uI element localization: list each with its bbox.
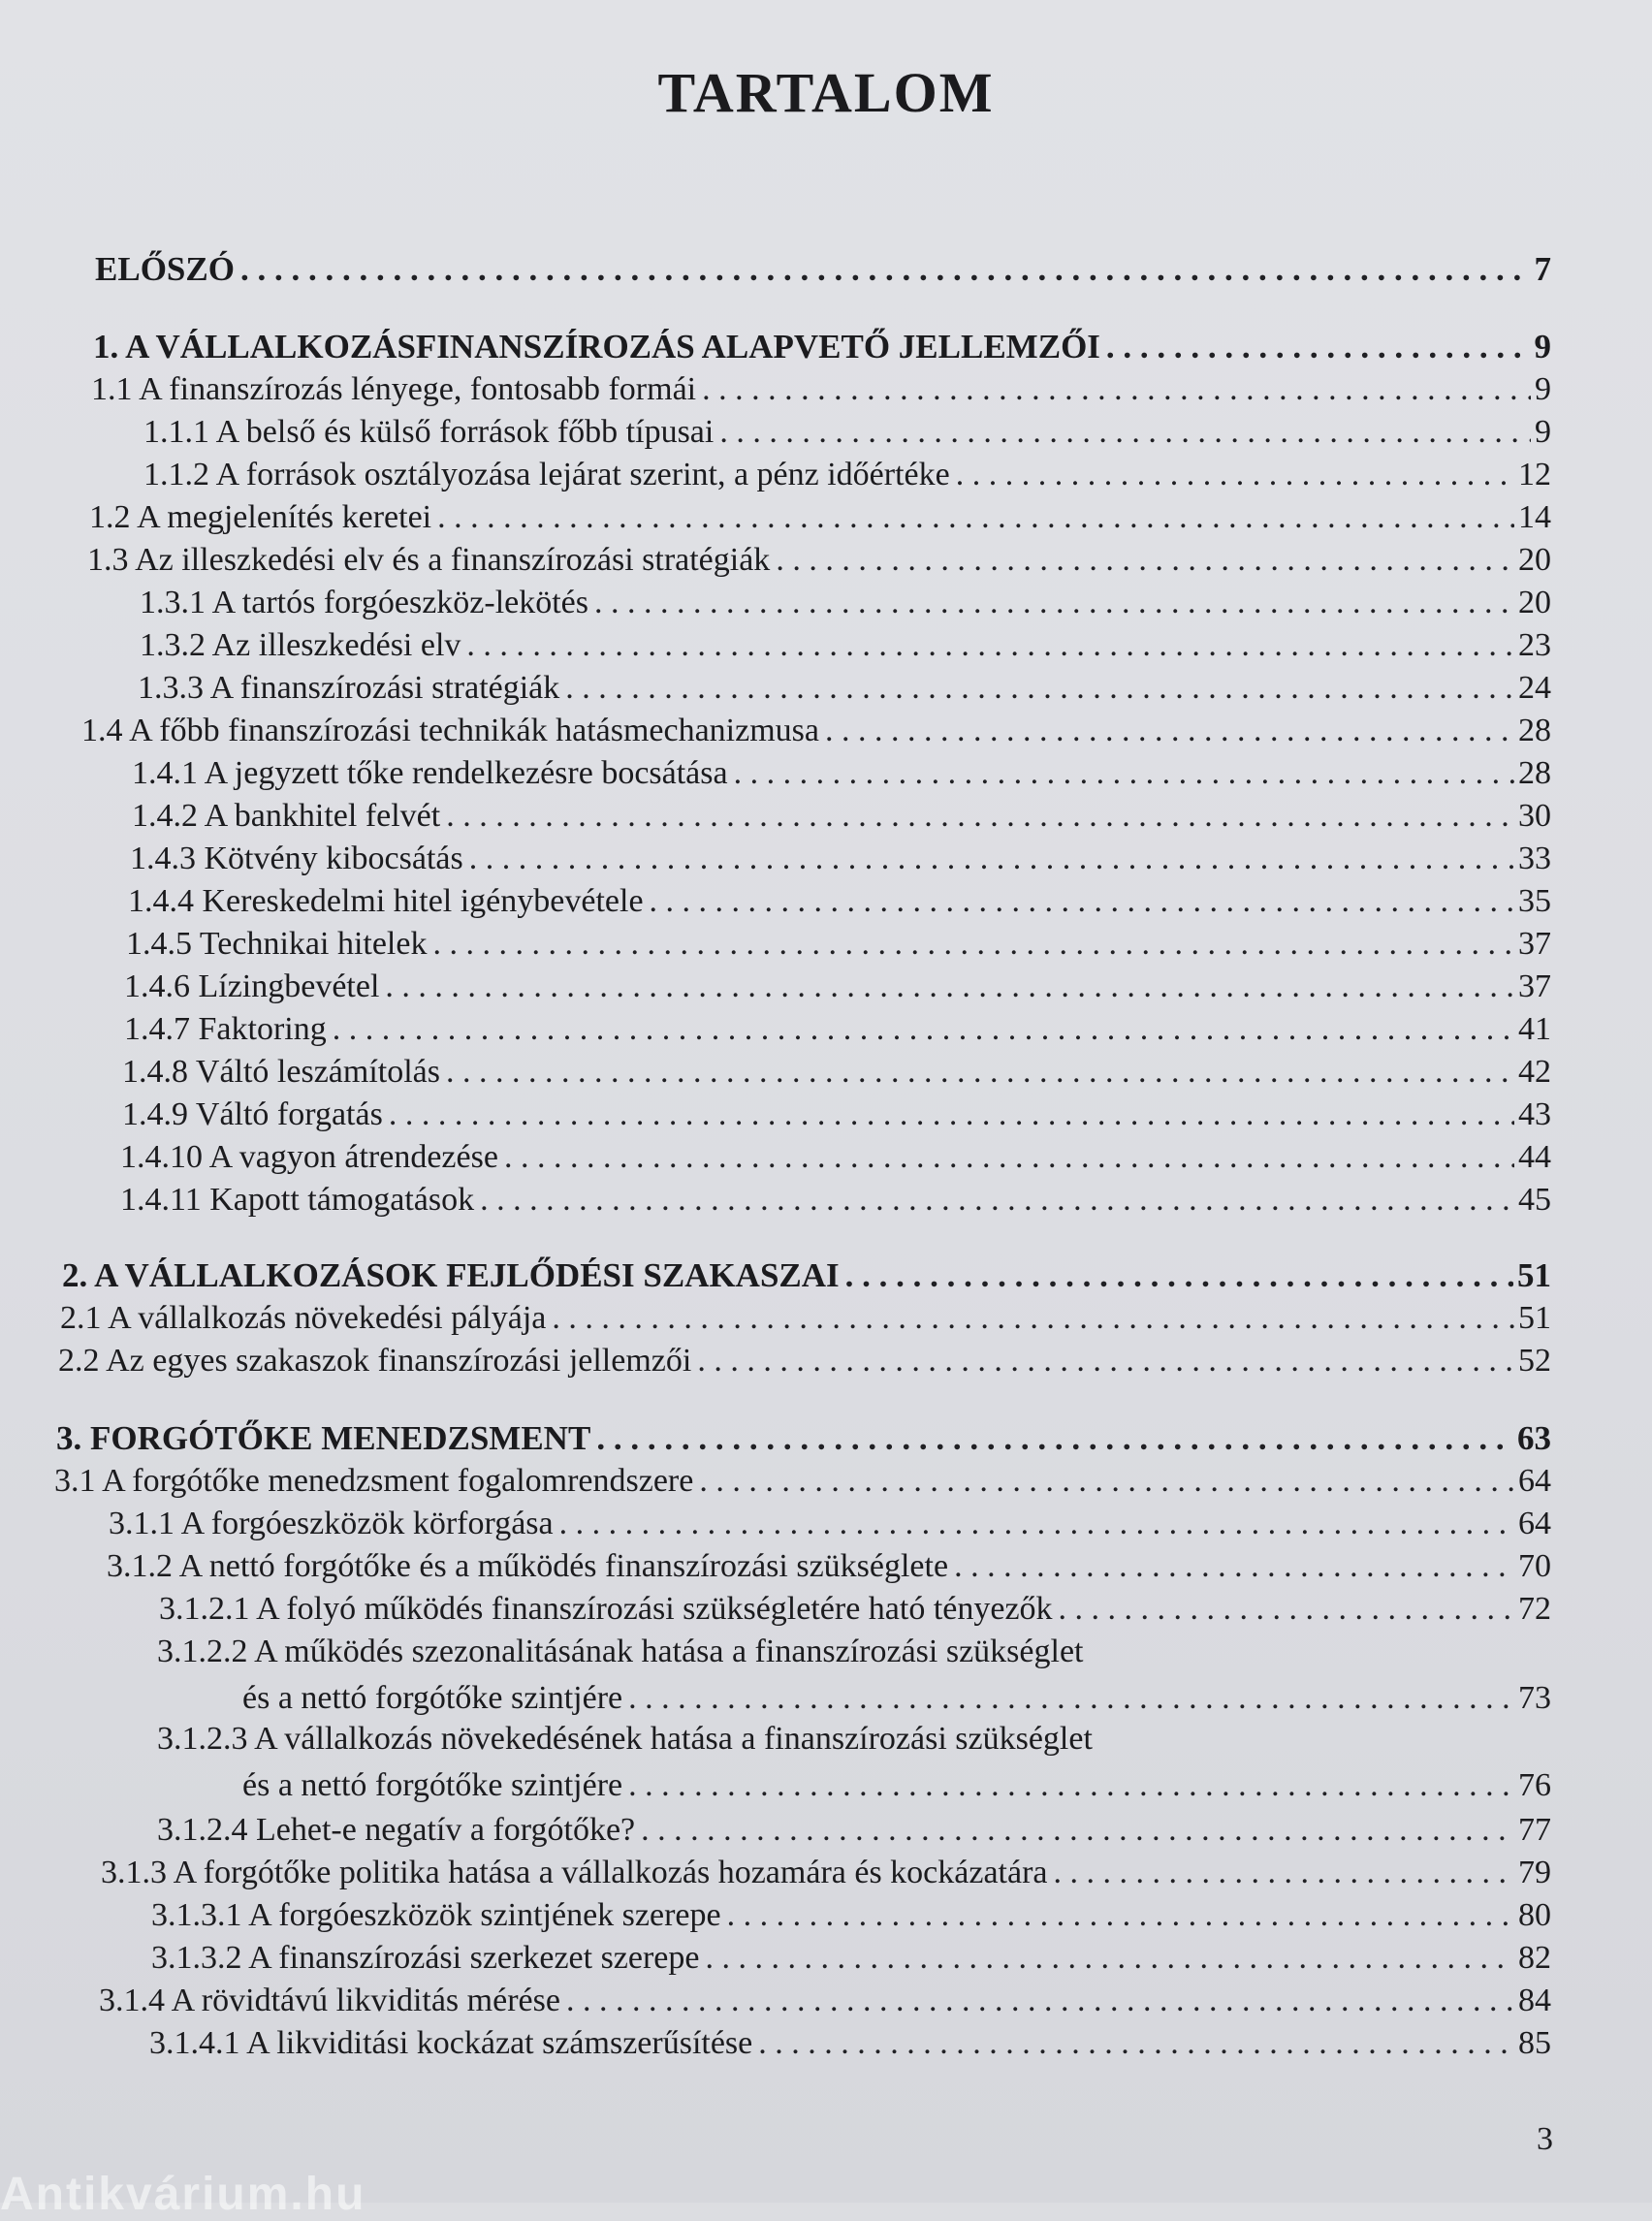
toc-label: 2. A VÁLLALKOZÁSOK FEJLŐDÉSI SZAKASZAI: [62, 1256, 840, 1294]
toc-leader: [697, 1342, 1514, 1380]
toc-label: ELŐSZÓ: [95, 250, 235, 288]
toc-page: 64: [1518, 1463, 1551, 1499]
toc-page: 20: [1518, 542, 1551, 578]
toc-leader: [1106, 328, 1531, 366]
toc-page: 52: [1518, 1343, 1551, 1379]
toc-entry: [143, 452, 1551, 494]
toc-entry: [124, 1006, 1551, 1049]
toc-leader: [734, 754, 1514, 793]
toc-label: 1.3.3 A finanszírozási stratégiák: [138, 670, 560, 706]
toc-label: és a nettó forgótőke szintjére: [242, 1680, 623, 1716]
toc-page: 9: [1535, 371, 1551, 407]
toc-entry: [107, 1543, 1551, 1586]
toc-page: 37: [1518, 968, 1551, 1004]
toc-entry: [132, 750, 1551, 793]
toc-label: 1.4.7 Faktoring: [124, 1011, 327, 1047]
toc-label: 3.1.1 A forgóeszközök körforgása: [109, 1506, 554, 1541]
toc-page: 14: [1518, 499, 1551, 535]
toc-label: 1.1 A finanszírozás lényege, fontosabb formái: [91, 371, 697, 407]
toc-label: 3.1.3.2 A finanszírozási szerkezet szerepe: [151, 1940, 700, 1976]
toc-label: 1.4.2 A bankhitel felvét: [132, 798, 441, 834]
toc-label: 1.4 A főbb finanszírozási technikák hatásmechanizmusa: [81, 713, 819, 748]
toc-entry: [128, 878, 1551, 921]
toc-label: 2.1 A vállalkozás növekedési pályája: [60, 1300, 547, 1336]
toc-label: 3. FORGÓTŐKE MENEDZSMENT: [56, 1419, 591, 1457]
toc-leader: [1059, 1590, 1514, 1629]
toc-label: 1.4.8 Váltó leszámítolás: [122, 1054, 440, 1090]
toc-label: 3.1.2.1 A folyó működés finanszírozási szükségletére ható tényezők: [159, 1591, 1053, 1627]
toc-leader: [727, 1896, 1514, 1935]
toc-label: 2.2 Az egyes szakaszok finanszírozási jellemzői: [58, 1343, 692, 1379]
toc-entry-chapter-1: [93, 324, 1551, 366]
toc-page: 23: [1518, 627, 1551, 663]
toc-page: 80: [1518, 1897, 1551, 1933]
toc-label: 1.4.9 Váltó forgatás: [122, 1096, 383, 1132]
toc-page: 85: [1518, 2025, 1551, 2061]
toc-label: 1.4.10 A vagyon átrendezése: [120, 1139, 498, 1175]
toc-entry: [58, 1338, 1551, 1380]
toc-entry: [54, 1458, 1551, 1501]
toc-page: 76: [1518, 1767, 1551, 1803]
toc-label: 1. A VÁLLALKOZÁSFINANSZÍROZÁS ALAPVETŐ JELLEMZŐI: [93, 328, 1100, 365]
toc-leader: [650, 882, 1514, 921]
toc-entry: [242, 1675, 1551, 1718]
toc-entry: [120, 1134, 1551, 1177]
toc-page: 9: [1535, 414, 1551, 450]
toc-label: 1.4.5 Technikai hitelek: [126, 926, 428, 962]
toc-page: 70: [1518, 1548, 1551, 1584]
toc-page: 37: [1518, 926, 1551, 962]
toc-page: 64: [1518, 1506, 1551, 1541]
toc-page: 41: [1518, 1011, 1551, 1047]
toc-entry: [140, 580, 1551, 622]
toc-entry: [81, 708, 1551, 750]
toc-entry: [101, 1850, 1551, 1892]
toc-label: 3.1.3 A forgótőke politika hatása a vállalkozás hozamára és kockázatára: [101, 1855, 1048, 1890]
toc-page: 7: [1534, 250, 1551, 288]
toc-page: 45: [1518, 1182, 1551, 1218]
toc-leader: [825, 712, 1514, 750]
toc-label-first-line: 3.1.2.3 A vállalkozás növekedésének hatása a finanszírozási szükséglet: [157, 1721, 1093, 1757]
toc-leader: [719, 413, 1531, 452]
toc-label: 3.1 A forgótőke menedzsment fogalomrendszere: [54, 1463, 694, 1499]
toc-leader: [480, 1181, 1514, 1220]
toc-leader: [559, 1505, 1514, 1543]
toc-page: 28: [1518, 755, 1551, 791]
toc-page: 82: [1518, 1940, 1551, 1976]
toc-page: 42: [1518, 1054, 1551, 1090]
toc-entry-chapter-2: [62, 1253, 1551, 1295]
toc-entry: [126, 921, 1551, 964]
toc-leader: [1054, 1854, 1515, 1892]
toc-page: 35: [1518, 883, 1551, 919]
toc-entry: [151, 1935, 1551, 1978]
toc-entry: [122, 1092, 1551, 1134]
toc-page: 77: [1518, 1812, 1551, 1848]
toc-leader: [702, 370, 1531, 409]
toc-leader: [628, 1766, 1514, 1805]
toc-page: 51: [1517, 1256, 1551, 1294]
toc-leader: [565, 669, 1514, 708]
toc-label: és a nettó forgótőke szintjére: [242, 1767, 623, 1803]
toc-label: 1.4.1 A jegyzett tőke rendelkezésre bocsátása: [132, 755, 728, 791]
toc-label: 1.2 A megjelenítés keretei: [89, 499, 432, 535]
toc-label: 1.3 Az illeszkedési elv és a finanszírozási stratégiák: [87, 542, 771, 578]
toc-entry: [109, 1501, 1551, 1543]
toc-leader: [954, 1547, 1514, 1586]
toc-leader: [466, 626, 1514, 665]
toc-label: 1.4.11 Kapott támogatások: [120, 1182, 475, 1218]
toc-entry: [138, 665, 1551, 708]
toc-entry: [151, 1892, 1551, 1935]
toc-entry: [159, 1586, 1551, 1629]
toc-page: 28: [1518, 713, 1551, 748]
toc-leader: [956, 456, 1514, 494]
toc-page: 84: [1518, 1983, 1551, 2018]
toc-entry: [124, 964, 1551, 1006]
toc-leader: [758, 2024, 1514, 2063]
toc-leader: [432, 925, 1514, 964]
toc-label-first-line: 3.1.2.2 A működés szezonalitásának hatása a finanszírozási szükséglet: [157, 1634, 1084, 1669]
toc-label: 3.1.2.4 Lehet-e negatív a forgótőke?: [157, 1812, 636, 1848]
toc-page: 72: [1518, 1591, 1551, 1627]
toc-leader: [437, 498, 1514, 537]
toc-label: 3.1.4.1 A likviditási kockázat számszerűsítése: [149, 2025, 753, 2061]
toc-leader: [333, 1010, 1514, 1049]
toc-entry: [143, 409, 1551, 452]
toc-leader: [389, 1095, 1514, 1134]
toc-label: 1.3.1 A tartós forgóeszköz-lekötés: [140, 585, 589, 620]
toc-page: 79: [1518, 1855, 1551, 1890]
toc-leader: [566, 1982, 1514, 2020]
toc-page: 43: [1518, 1096, 1551, 1132]
toc-page: 12: [1518, 457, 1551, 492]
toc-entry: [132, 793, 1551, 836]
toc-page: 73: [1518, 1680, 1551, 1716]
toc-page: 44: [1518, 1139, 1551, 1175]
toc-entry: [242, 1762, 1551, 1805]
watermark: Antikvárium.hu: [0, 2169, 366, 2220]
toc-page: 24: [1518, 670, 1551, 706]
toc-leader: [628, 1679, 1514, 1718]
toc-entry-chapter-3: [56, 1415, 1551, 1458]
toc-leader: [446, 1053, 1514, 1092]
toc-leader: [596, 1419, 1513, 1458]
toc-page: 30: [1518, 798, 1551, 834]
toc-label: 3.1.4 A rövidtávú likviditás mérése: [99, 1983, 560, 2018]
toc-label: 1.4.4 Kereskedelmi hitel igénybevétele: [128, 883, 644, 919]
toc-label: 1.1.1 A belső és külső források főbb típusai: [143, 414, 715, 450]
toc-label: 1.1.2 A források osztályozása lejárat szerint, a pénz időértéke: [143, 457, 950, 492]
toc-leader: [240, 250, 1531, 289]
toc-entry: [60, 1295, 1551, 1338]
toc-leader: [504, 1138, 1514, 1177]
toc-leader: [845, 1256, 1513, 1295]
toc-entry: [89, 494, 1551, 537]
toc-entry: [99, 1978, 1551, 2020]
toc-entry: [122, 1049, 1551, 1092]
toc-label: 3.1.2 A nettó forgótőke és a működés finanszírozási szükséglete: [107, 1548, 949, 1584]
toc-page: 9: [1534, 328, 1551, 365]
page-title: TARTALOM: [657, 61, 995, 124]
toc-entry: [87, 537, 1551, 580]
toc-label: 3.1.3.1 A forgóeszközök szintjének szerepe: [151, 1897, 721, 1933]
toc-leader: [699, 1462, 1514, 1501]
toc-page: 20: [1518, 585, 1551, 620]
toc-leader: [705, 1939, 1514, 1978]
toc-entry: [140, 622, 1551, 665]
toc-label: 1.4.3 Kötvény kibocsátás: [130, 841, 463, 876]
toc-entry: [157, 1807, 1551, 1850]
toc-page: 33: [1518, 841, 1551, 876]
toc-leader: [641, 1811, 1514, 1850]
toc-entry-eloszo: [95, 246, 1551, 289]
toc-label: 1.3.2 Az illeszkedési elv: [140, 627, 461, 663]
toc-leader: [552, 1299, 1514, 1338]
toc-leader: [446, 797, 1514, 836]
toc-label: 1.4.6 Lízingbevétel: [124, 968, 380, 1004]
toc-leader: [776, 541, 1514, 580]
toc-page: 51: [1518, 1300, 1551, 1336]
toc-entry: [120, 1177, 1551, 1220]
page-number: 3: [1537, 2121, 1553, 2157]
toc-entry: [91, 366, 1551, 409]
toc-page: 63: [1517, 1419, 1551, 1457]
toc-leader: [385, 968, 1514, 1006]
toc-leader: [469, 840, 1514, 878]
toc-entry: [130, 836, 1551, 878]
toc-leader: [594, 584, 1514, 622]
toc-entry: [149, 2020, 1551, 2063]
